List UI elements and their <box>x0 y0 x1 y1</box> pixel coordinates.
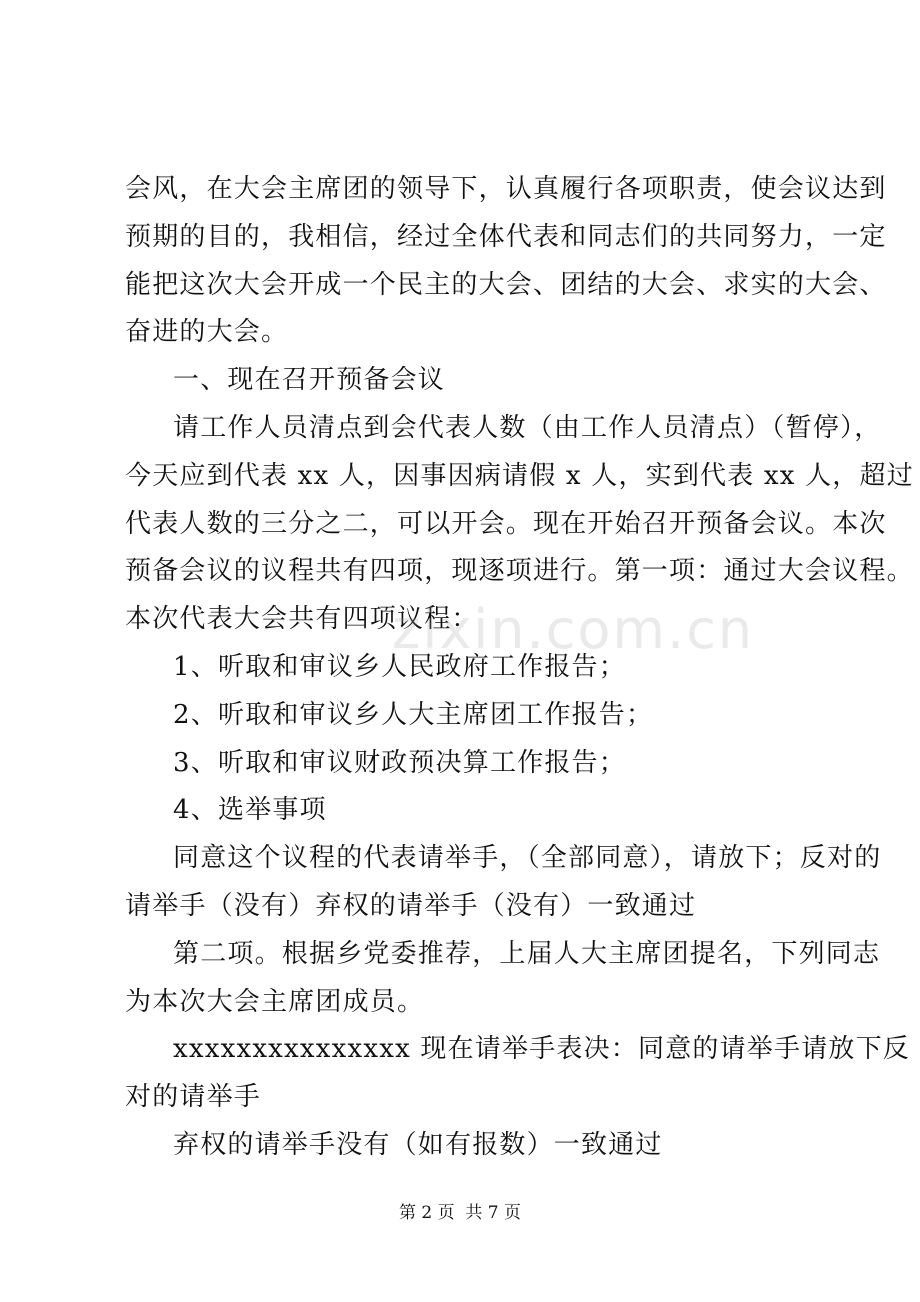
text-line: 能把这次大会开成一个民主的大会、团结的大会、求实的大会、 <box>125 269 887 300</box>
page-number-footer: 第 2 页 共 7 页 <box>398 1203 522 1223</box>
text-line: 预备会议的议程共有四项，现逐项进行。第一项：通过大会议程。 <box>125 556 914 587</box>
text-line: 奋进的大会。 <box>125 317 289 348</box>
text-line: 代表人数的三分之二，可以开会。现在开始召开预备会议。本次 <box>125 508 887 539</box>
text-line: xxxxxxxxxxxxxxx 现在请举手表决：同意的请举手请放下反 <box>173 1034 911 1065</box>
document-body <box>125 166 914 1170</box>
agenda-item: 1、听取和审议乡人民政府工作报告； <box>173 651 626 682</box>
text-line: 弃权的请举手没有（如有报数）一致通过 <box>173 1129 663 1160</box>
agenda-item: 3、听取和审议财政预决算工作报告； <box>173 747 626 778</box>
text-line: 为本次大会主席团成员。 <box>125 986 425 1017</box>
text-line: 本次代表大会共有四项议程： <box>125 604 479 635</box>
text-line: 同意这个议程的代表请举手，（全部同意），请放下；反对的 <box>173 843 882 874</box>
text-line: 请举手（没有）弃权的请举手（没有）一致通过 <box>125 890 697 921</box>
text-line: 今天应到代表 xx 人，因事因病请假 x 人，实到代表 xx 人，超过 <box>125 460 914 491</box>
watermark: zixin.com.cn <box>392 598 755 661</box>
text-line: 第二项。根据乡党委推荐，上届人大主席团提名，下列同志 <box>173 938 881 969</box>
agenda-item: 2、听取和审议乡人大主席团工作报告； <box>173 699 654 730</box>
text-line: 对的请举手 <box>125 1082 262 1113</box>
text-line: 预期的目的，我相信，经过全体代表和同志们的共同努力，一定 <box>125 221 887 252</box>
section-heading: 一、现在召开预备会议 <box>173 365 446 396</box>
text-line: 请工作人员清点到会代表人数（由工作人员清点）（暂停）， <box>173 412 882 443</box>
agenda-item: 4、选举事项 <box>173 795 327 826</box>
text-line: 会风，在大会主席团的领导下，认真履行各项职责，使会议达到 <box>125 174 887 204</box>
